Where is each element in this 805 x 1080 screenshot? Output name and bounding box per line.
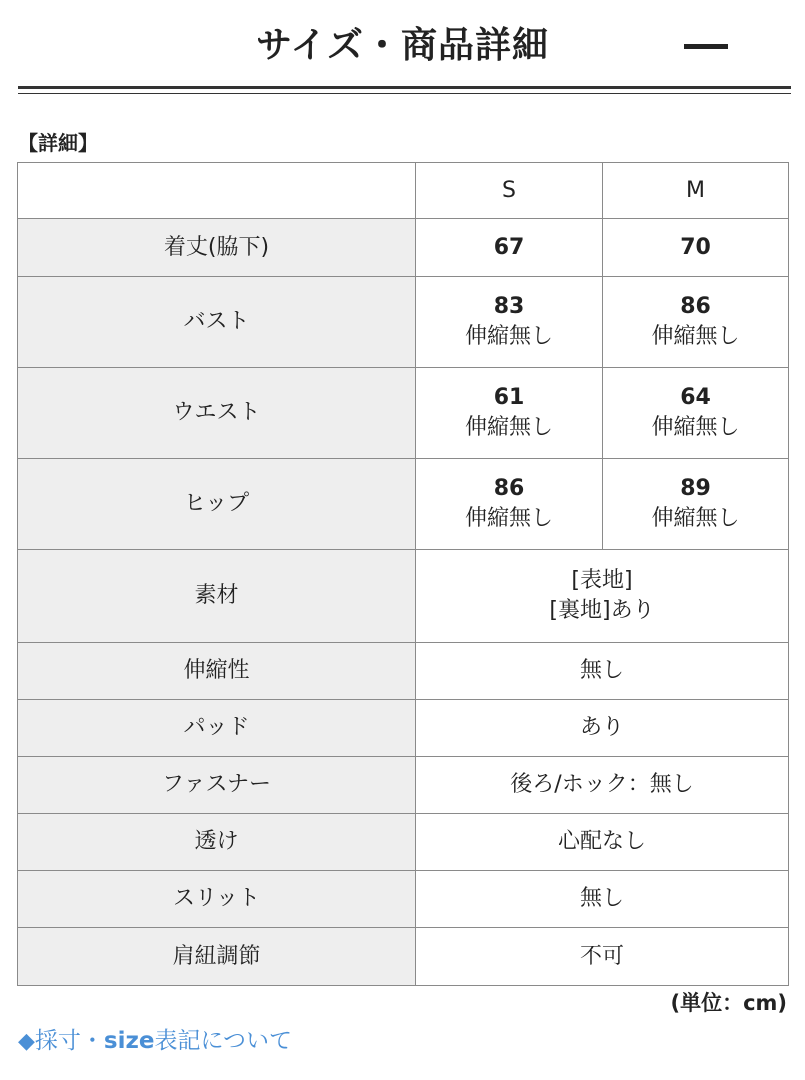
size-m-note: 伸縮無し [651, 506, 740, 531]
row-value: 無し [416, 643, 789, 700]
row-label: ヒップ [18, 459, 416, 550]
size-m-value: 64 [680, 385, 711, 410]
table-row [18, 368, 789, 459]
table-row [18, 814, 789, 871]
size-s-note: 伸縮無し [464, 506, 553, 531]
size-m-value: 86 [680, 294, 711, 319]
size-s-cell [416, 368, 603, 459]
column-header-m: M [603, 163, 789, 219]
table-row [18, 550, 789, 643]
column-header-s: S [416, 163, 603, 219]
size-s-note: 伸縮無し [464, 415, 553, 440]
size-m-cell [603, 459, 789, 550]
size-link-bold: size [103, 1028, 155, 1054]
table-row [18, 459, 789, 550]
size-m-value: 70 [680, 234, 711, 260]
size-m-cell [603, 368, 789, 459]
page-title: サイズ・商品詳細 [255, 25, 550, 66]
row-value: 無し [416, 871, 789, 928]
size-s-value: 83 [493, 294, 525, 319]
row-label: 肩紐調節 [18, 928, 416, 986]
diamond-icon: ◆ [18, 1029, 35, 1054]
size-s-cell [416, 277, 603, 368]
table-row [18, 871, 789, 928]
size-m-cell [603, 277, 789, 368]
table-header-row [18, 163, 789, 219]
material-lining: [裏地]あり [549, 598, 655, 623]
table-row [18, 643, 789, 700]
minus-icon [684, 44, 728, 49]
size-s-value: 67 [493, 234, 525, 260]
row-label: ウエスト [18, 368, 416, 459]
row-label: 透け [18, 814, 416, 871]
row-label: 着丈(脇下) [18, 219, 416, 277]
row-value: あり [416, 700, 789, 757]
section-label: 【詳細】 [18, 131, 98, 155]
table-row [18, 277, 789, 368]
collapse-button[interactable] [678, 26, 734, 66]
row-label: スリット [18, 871, 416, 928]
row-label: 素材 [18, 550, 416, 643]
table-row [18, 928, 789, 986]
size-m-value: 89 [680, 476, 711, 501]
corner-cell [18, 163, 416, 219]
size-detail-table [17, 162, 789, 986]
row-label: パッド [18, 700, 416, 757]
size-s-value: 86 [493, 476, 525, 501]
size-s-cell [416, 459, 603, 550]
table-row [18, 219, 789, 277]
size-s-note: 伸縮無し [464, 324, 553, 349]
row-value: 不可 [416, 928, 789, 986]
size-m-note: 伸縮無し [651, 324, 740, 349]
row-label: ファスナー [18, 757, 416, 814]
header-divider [18, 86, 791, 94]
row-label: 伸縮性 [18, 643, 416, 700]
material-cell [416, 550, 789, 643]
material-outer: [表地] [571, 568, 633, 593]
size-m-cell [603, 219, 789, 277]
size-link-suffix: 表記について [154, 1028, 293, 1054]
size-link-prefix: 採寸・ [34, 1028, 104, 1054]
row-value: 後ろ/ホック：無し [416, 757, 789, 814]
table-row [18, 757, 789, 814]
row-label: バスト [18, 277, 416, 368]
page-header [0, 0, 805, 90]
unit-note: (単位：cm) [670, 991, 787, 1015]
row-value: 心配なし [416, 814, 789, 871]
size-m-note: 伸縮無し [651, 415, 740, 440]
size-s-value: 61 [493, 385, 525, 410]
size-s-cell [416, 219, 603, 277]
size-notation-link[interactable] [18, 1024, 292, 1059]
table-row [18, 700, 789, 757]
